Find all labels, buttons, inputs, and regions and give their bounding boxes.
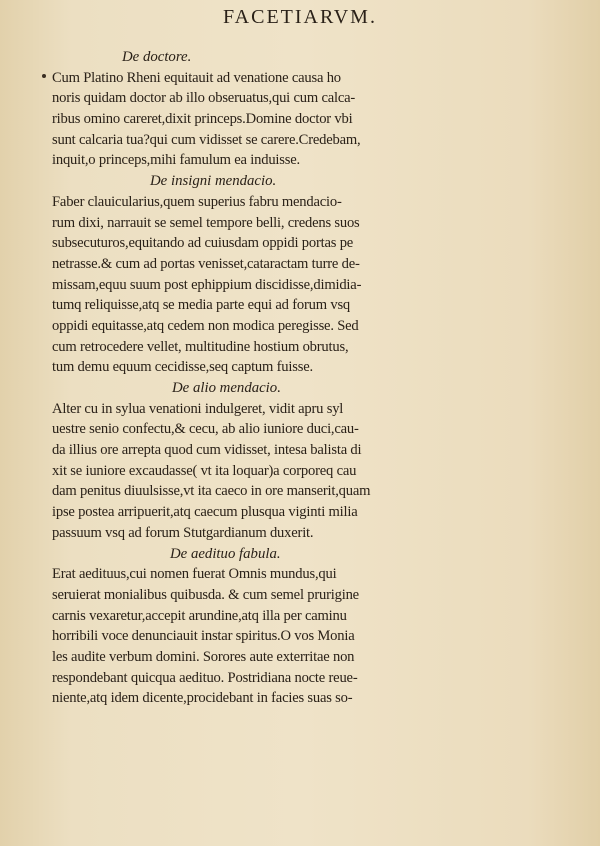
text-line: noris quidam doctor ab illo obseruatus,qui cum calca- <box>52 90 356 107</box>
text-line: sunt calcaria tua?qui cum vidisset se carere.Credebam, <box>52 131 361 148</box>
text-line: carnis vexaretur,accepit arundine,atq illa per caminu <box>52 607 347 624</box>
text-line: missam,equu suum post ephippium discidisse,dimidia- <box>52 276 362 293</box>
section-heading: De aedituo fabula. <box>170 545 281 562</box>
section-heading: De insigni mendacio. <box>150 173 277 190</box>
text-line: rum dixi, narrauit se semel tempore belli, credens suos <box>52 214 360 231</box>
text-line: ipse postea arripuerit,atq caecum plusqua viginti milia <box>52 504 358 521</box>
text-block <box>52 47 492 709</box>
text-line: oppidi equitasse,atq cedem non modica peregisse. Sed <box>52 317 359 334</box>
text-line: respondebant quicqua aedituo. Postridiana nocte reue- <box>52 669 358 686</box>
text-line: Alter cu in sylua venationi indulgeret, vidit apru syl <box>52 400 344 417</box>
text-line: horribili voce denunciauit instar spiritus.O vos Monia <box>52 628 355 645</box>
text-line: passuum vsq ad forum Stutgardianum duxerit. <box>52 524 314 541</box>
text-line: uestre senio confectu,& cecu, ab alio iuniore duci,cau- <box>52 421 359 438</box>
text-line: da illius ore arrepta quod cum vidisset, intesa balista di <box>52 442 362 459</box>
text-line: Faber clauicularius,quem superius fabru mendacio- <box>52 193 342 210</box>
running-head: FACETIARVM. <box>223 6 377 28</box>
text-line: ribus omino careret,dixit princeps.Domine doctor vbi <box>52 111 353 128</box>
text-line: inquit,o princeps,mihi famulum ea induisse. <box>52 152 300 169</box>
text-line: cum retrocedere vellet, multitudine hostium obrutus, <box>52 338 349 355</box>
text-line: dam penitus diuulsisse,vt ita caeco in ore manserit,quam <box>52 483 371 500</box>
text-line: niente,atq idem dicente,procidebant in facies suas so- <box>52 690 353 707</box>
text-line: Cum Platino Rheni equitauit ad venatione causa ho <box>52 69 341 86</box>
section-heading: De alio mendacio. <box>172 380 281 396</box>
text-line: xit se iuniore excaudasse( vt ita loquar)a corporeq cau <box>52 462 357 479</box>
text-line: netrasse.& cum ad portas venisset,cataractam turre de- <box>52 255 360 272</box>
text-line: seruierat monialibus quibusda. & cum semel prurigine <box>52 586 359 603</box>
text-line: subsecuturos,equitando ad cuiusdam oppidi portas pe <box>52 235 354 252</box>
text-line: Erat aedituus,cui nomen fuerat Omnis mundus,qui <box>52 566 337 583</box>
ink-mark <box>42 74 46 78</box>
text-line: tumq reliquisse,atq se media parte equi ad forum vsq <box>52 297 351 314</box>
section-heading: De doctore. <box>122 49 192 65</box>
text-line: tum demu equum cecidisse,seq captum fuisse. <box>52 359 313 376</box>
text-line: les audite verbum domini. Sorores aute exterritae non <box>52 648 355 665</box>
